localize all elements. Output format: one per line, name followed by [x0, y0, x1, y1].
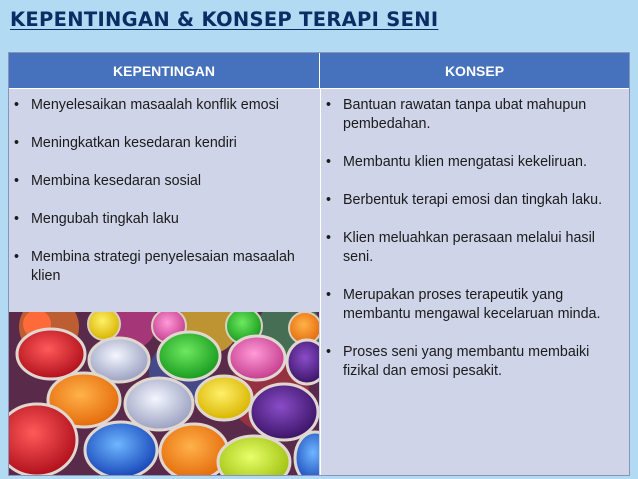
- kepentingan-item: • Membina strategi penyelesaian masaalah klien: [9, 248, 320, 286]
- header-kepentingan: KEPENTINGAN: [9, 53, 320, 89]
- concept-table: [8, 52, 630, 476]
- konsep-item: • Bantuan rawatan tanpa ubat mahupun pembedahan.: [321, 96, 625, 134]
- kepentingan-item: • Membina kesedaran sosial: [9, 172, 320, 191]
- kepentingan-item: • Meningkatkan kesedaran kendiri: [9, 134, 320, 153]
- kepentingan-item: • Menyelesaikan masaalah konflik emosi: [9, 96, 320, 115]
- kepentingan-item: • Mengubah tingkah laku: [9, 210, 320, 229]
- header-konsep: KONSEP: [320, 53, 629, 89]
- paint-pots-photo: [9, 312, 319, 475]
- konsep-item: • Klien meluahkan perasaan melalui hasil seni.: [321, 229, 625, 267]
- konsep-item: • Berbentuk terapi emosi dan tingkah laku.: [321, 191, 625, 210]
- konsep-item: • Merupakan proses terapeutik yang membantu mengawal kecelaruan minda.: [321, 286, 625, 324]
- kepentingan-list: [9, 96, 320, 305]
- konsep-list: [321, 96, 625, 400]
- paint-pots-illustration: [9, 312, 319, 475]
- slide-title: KEPENTINGAN & KONSEP TERAPI SENI: [10, 8, 439, 31]
- konsep-item: • Proses seni yang membantu membaiki fizikal dan emosi pesakit.: [321, 343, 625, 381]
- konsep-item: • Membantu klien mengatasi kekeliruan.: [321, 153, 625, 172]
